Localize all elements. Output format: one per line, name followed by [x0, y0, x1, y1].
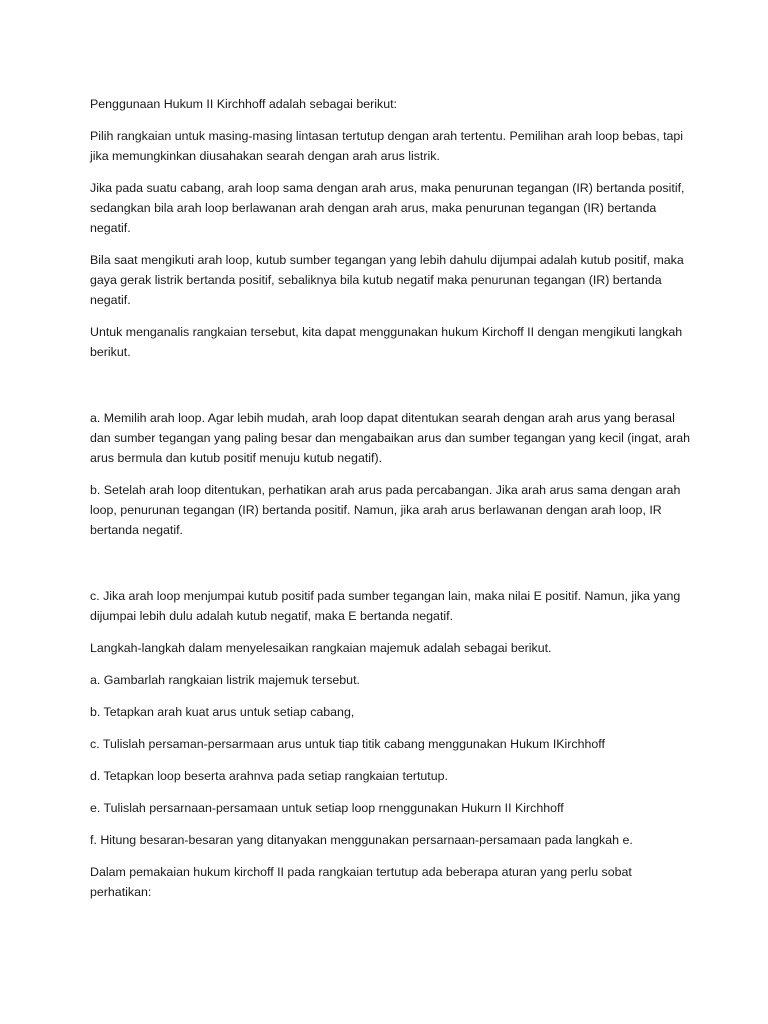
spacer — [90, 552, 690, 586]
steps-heading: Langkah-langkah dalam menyelesaikan rangkaian majemuk adalah sebagai berikut. — [90, 641, 552, 655]
step-a: a. Memilih arah loop. Agar lebih mudah, arah loop dapat ditentukan searah dengan arah arus yang berasal dan sumber tegangan yang paling besar dan mengabaikan arus dan sumber tegangan yang kecil (ingat, arah arus bermula dan kutub positif menuju kutub negatif). — [90, 411, 690, 465]
document-page — [90, 94, 690, 914]
step-c: c. Jika arah loop menjumpai kutub positif pada sumber tegangan lain, maka nilai E positif. Namun, jika yang dijumpai lebih dulu adalah kutub negatif, maka E bertanda negatif. — [90, 589, 681, 623]
closing-paragraph: Dalam pemakaian hukum kirchoff II pada rangkaian tertutup ada beberapa aturan yang perlu sobat perhatikan: — [90, 865, 632, 899]
list-item-f: f. Hitung besaran-besaran yang ditanyakan menggunakan persarnaan-persamaan pada langkah e. — [90, 833, 633, 847]
list-item-e: e. Tulislah persarnaan-persamaan untuk setiap loop rnenggunakan Hukurn II Kirchhoff — [90, 801, 564, 815]
paragraph-loop-choice: Pilih rangkaian untuk masing-masing lintasan tertutup dengan arah tertentu. Pemilihan arah loop bebas, tapi jika memungkinkan diusahakan searah dengan arah arus listrik. — [90, 129, 684, 163]
step-b: b. Setelah arah loop ditentukan, perhatikan arah arus pada percabangan. Jika arah arus sama dengan arah loop, penurunan tegangan (IR) bertanda positif. Namun, jika arah arus berlawanan dengan arah loop, IR bertanda negatif. — [90, 483, 681, 537]
list-item-b: b. Tetapkan arah kuat arus untuk setiap cabang, — [90, 705, 355, 719]
paragraph-emf-sign: Bila saat mengikuti arah loop, kutub sumber tegangan yang lebih dahulu dijumpai adalah kutub positif, maka gaya gerak listrik bertanda positif, sebaliknya bila kutub negatif maka penurunan tegangan (IR) bertanda negatif. — [90, 253, 684, 307]
intro-heading: Penggunaan Hukum II Kirchhoff adalah sebagai berikut: — [90, 97, 397, 111]
list-item-d: d. Tetapkan loop beserta arahnva pada setiap rangkaian tertutup. — [90, 769, 448, 783]
paragraph-analysis-intro: Untuk menganalis rangkaian tersebut, kita dapat menggunakan hukum Kirchoff II dengan mengikuti langkah berikut. — [90, 325, 683, 359]
spacer — [90, 374, 690, 408]
list-item-a: a. Gambarlah rangkaian listrik majemuk tersebut. — [90, 673, 360, 687]
list-item-c: c. Tulislah persaman-persarmaan arus untuk tiap titik cabang menggunakan Hukum IKirchhoff — [90, 737, 605, 751]
paragraph-ir-sign: Jika pada suatu cabang, arah loop sama dengan arah arus, maka penurunan tegangan (IR) bertanda positif, sedangkan bila arah loop berlawanan arah dengan arah arus, maka penurunan tegangan (IR) bertanda negatif. — [90, 181, 685, 235]
